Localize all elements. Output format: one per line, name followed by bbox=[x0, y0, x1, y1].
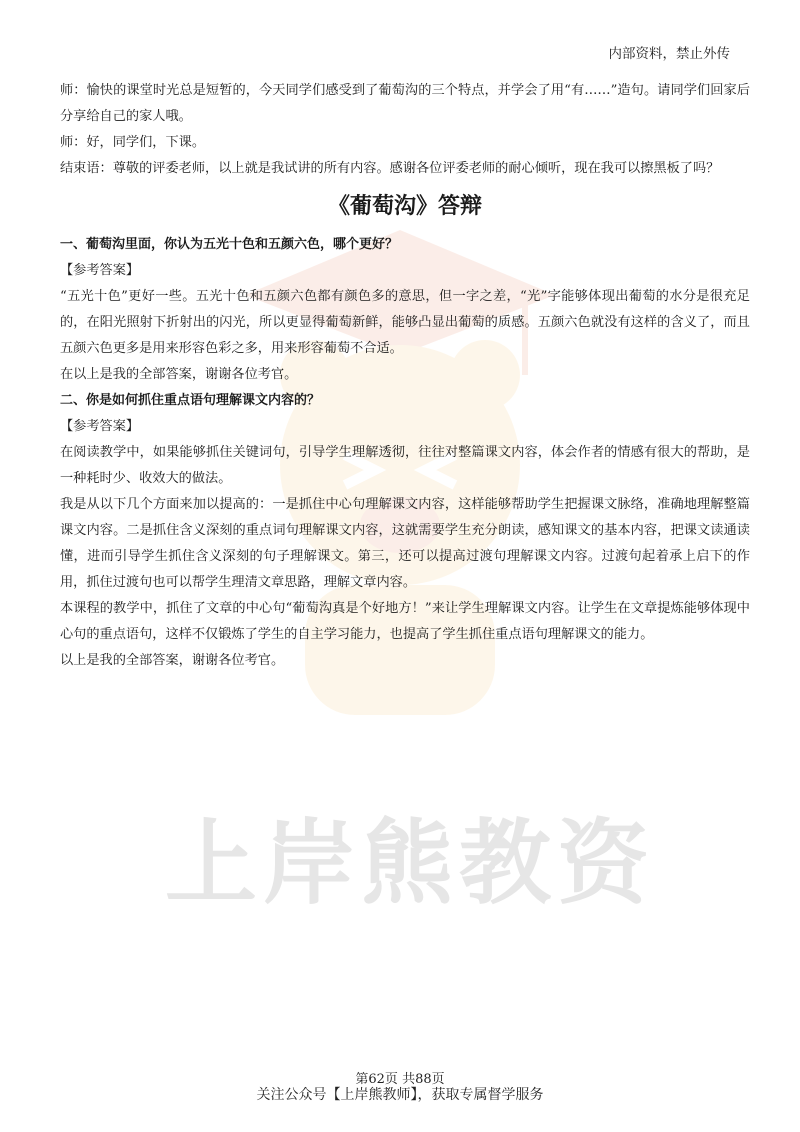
answer-paragraph: 以上是我的全部答案，谢谢各位考官。 bbox=[60, 653, 285, 668]
question-1: 一、葡萄沟里面，你认为五光十色和五颜六色，哪个更好？ bbox=[60, 237, 399, 252]
answer-paragraph: 本课程的教学中，抓住了文章的中心句“葡萄沟真是个好地方！”来让学生理解课文内容。让学生在文章提炼能够体现中心句的重点语句，这样不仅锻炼了学生的自主学习能力，也提高了学生抓住重点语句理解课文的能力。 bbox=[60, 601, 750, 642]
answer-label: 【参考答案】 bbox=[60, 263, 140, 278]
intro-paragraph: 结束语：尊敬的评委老师，以上就是我试讲的所有内容。感谢各位评委老师的耐心倾听，现在我可以擦黑板了吗？ bbox=[60, 161, 720, 176]
intro-paragraph: 师：好，同学们，下课。 bbox=[60, 135, 206, 150]
confidential-note: 内部资料，禁止外传 bbox=[608, 46, 730, 62]
question-2: 二、你是如何抓住重点语句理解课文内容的？ bbox=[60, 393, 321, 408]
page-number: 第62页 共88页 bbox=[355, 1072, 445, 1087]
watermark-text: 上岸熊教资 bbox=[164, 810, 655, 917]
footer-promo: 关注公众号【上岸熊教师】，获取专属督学服务 bbox=[256, 1087, 544, 1103]
answer-paragraph: “五光十色”更好一些。五光十色和五颜六色都有颜色多的意思，但一字之差，“光”字能够体现出葡萄的水分是很充足的，在阳光照射下折射出的闪光，所以更显得葡萄新鲜，能够凸显出葡萄的质感。五颜六色就没有这样的含义了，而且五颜六色更多是用来形容色彩之多，用来形容葡萄不合适。 bbox=[60, 289, 750, 356]
answer-label: 【参考答案】 bbox=[60, 419, 140, 434]
document-body bbox=[60, 78, 750, 674]
answer-paragraph: 在以上是我的全部答案，谢谢各位考官。 bbox=[60, 367, 298, 382]
intro-paragraph: 师：愉快的课堂时光总是短暂的，今天同学们感受到了葡萄沟的三个特点，并学会了用“有……”造句。请同学们回家后分享给自己的家人哦。 bbox=[60, 83, 750, 124]
answer-paragraph: 在阅读教学中，如果能够抓住关键词句，引导学生理解透彻，往往对整篇课文内容，体会作者的情感有很大的帮助，是一种耗时少、收效大的做法。 bbox=[60, 445, 750, 486]
page-title: 《葡萄沟》答辩 bbox=[327, 193, 482, 219]
answer-paragraph: 我是从以下几个方面来加以提高的：一是抓住中心句理解课文内容，这样能够帮助学生把握课文脉络，准确地理解整篇课文内容。二是抓住含义深刻的重点词句理解课文内容，这就需要学生充分朗读，感知课文的基本内容，把课文读通读懂，进而引导学生抓住含义深刻的句子理解课文。第三，还可以提高过渡句理解课文内容。过渡句起着承上启下的作用，抓住过渡句也可以帮学生理清文章思路，理解文章内容。 bbox=[60, 497, 750, 590]
